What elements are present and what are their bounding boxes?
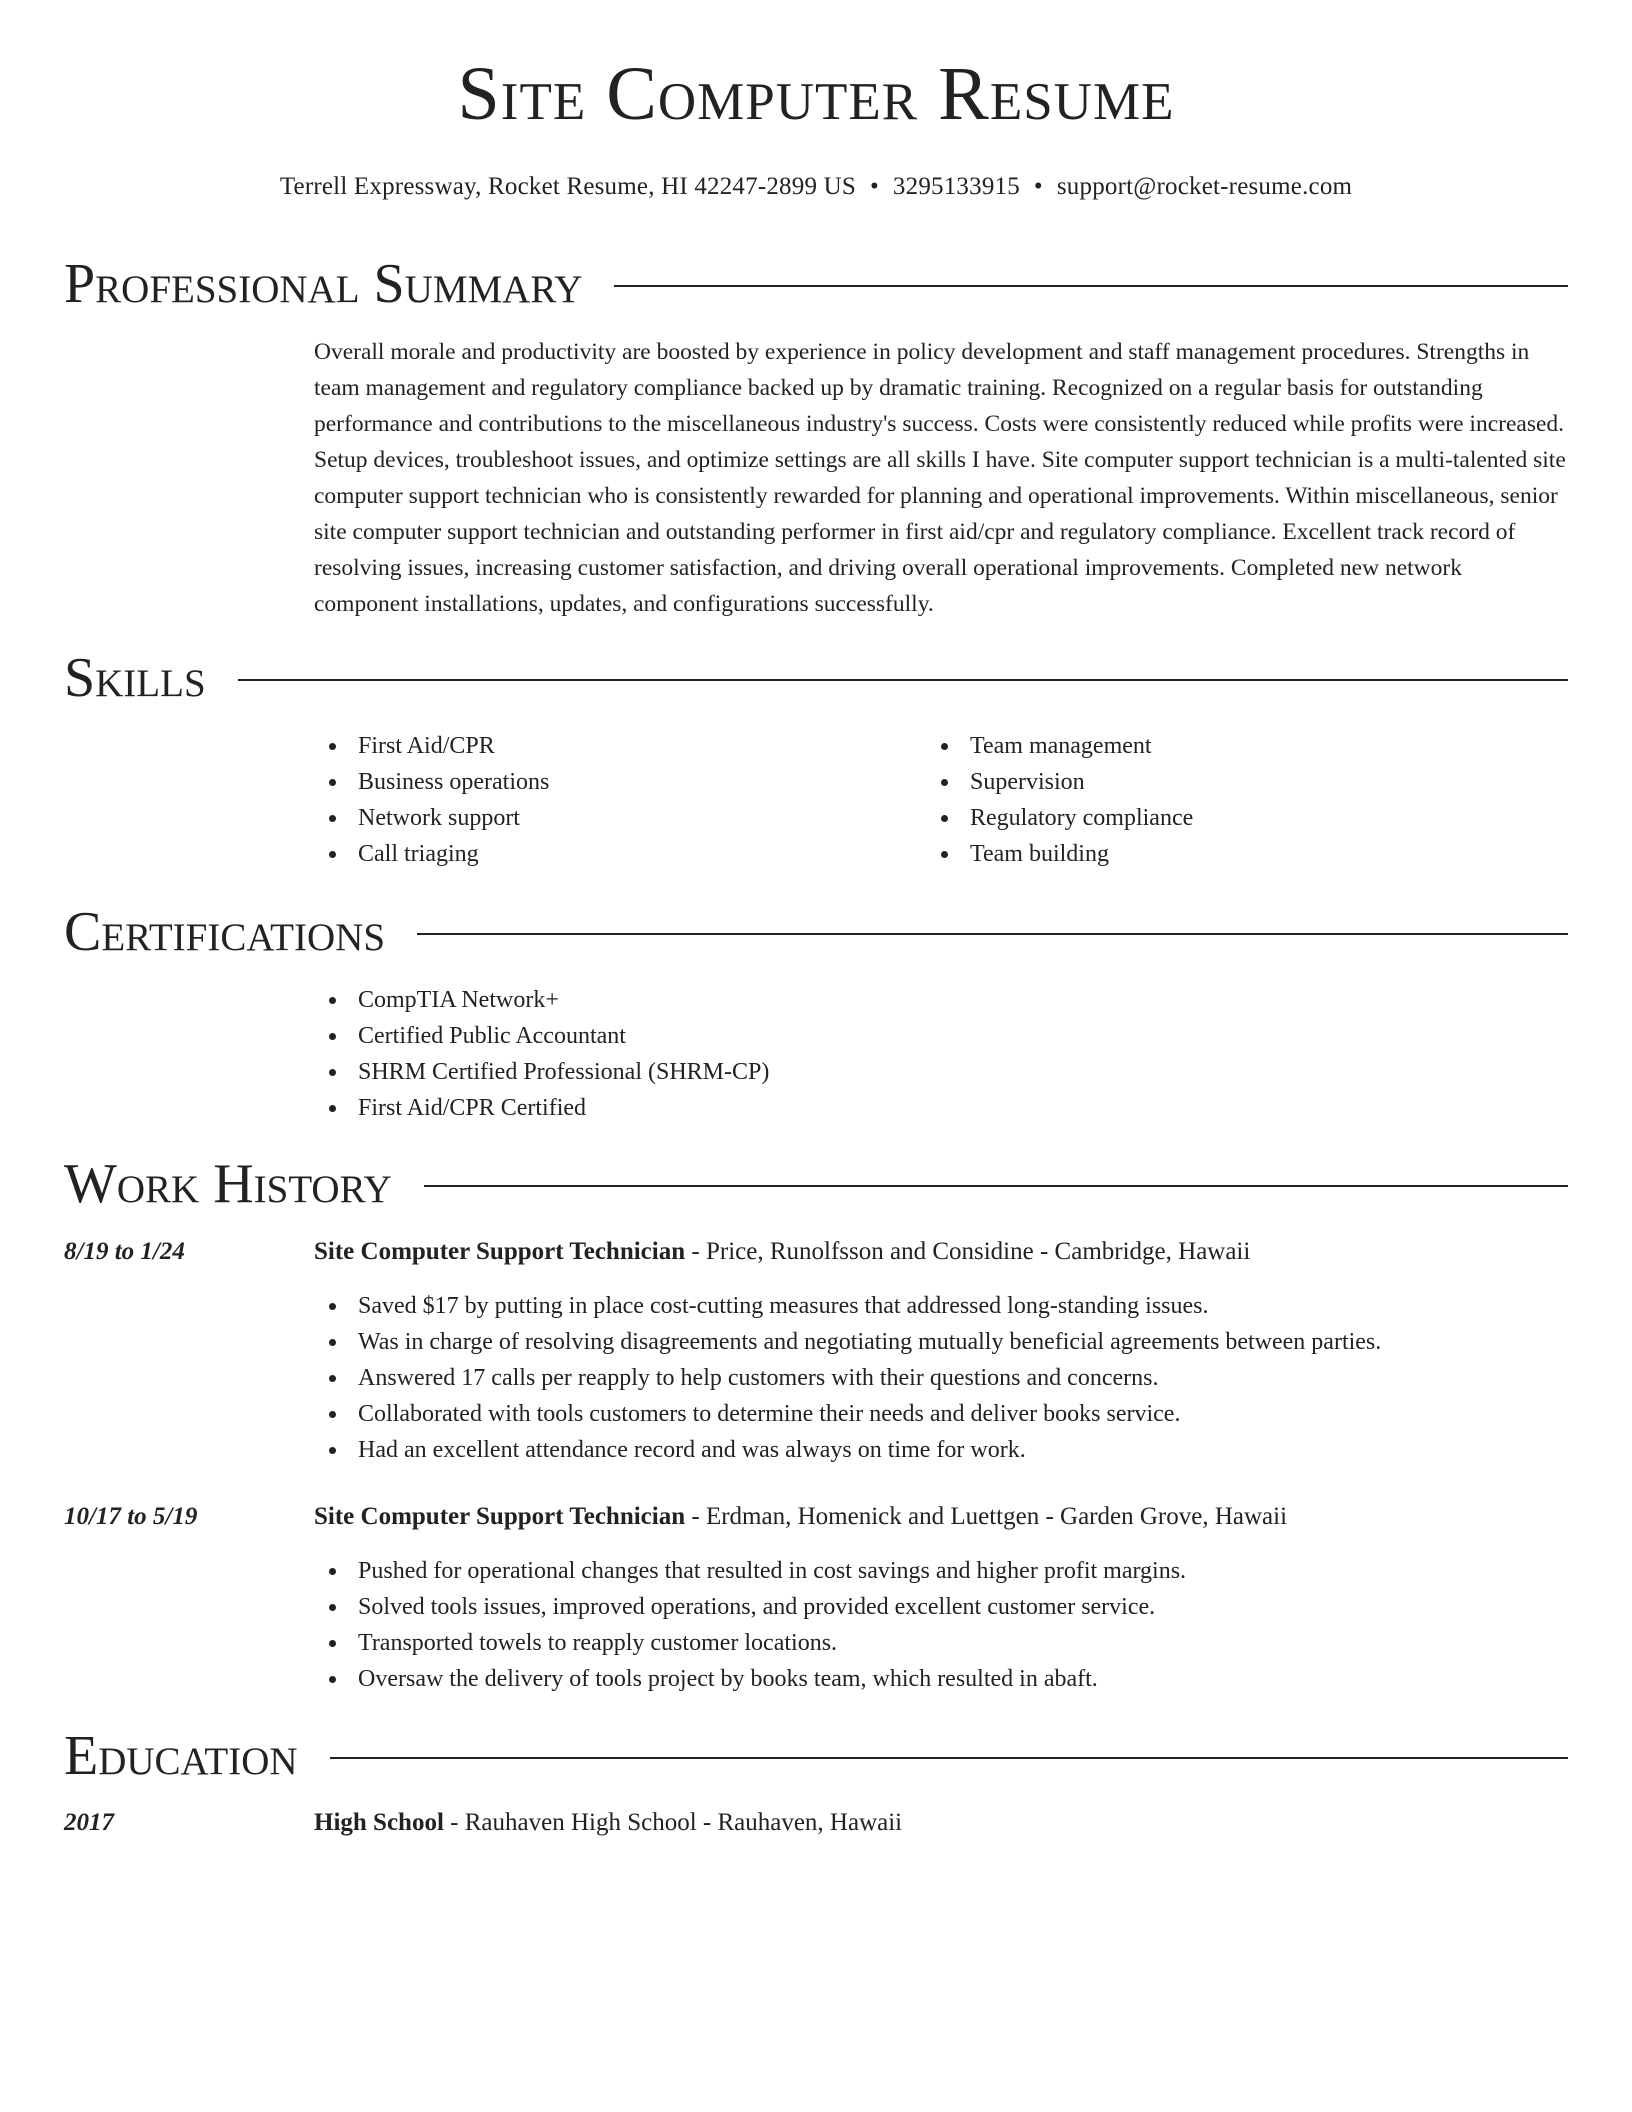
- certification-item: CompTIA Network+: [314, 982, 769, 1018]
- skill-item: Network support: [314, 800, 549, 836]
- resume-title: Site Computer Resume: [457, 52, 1175, 136]
- certifications-heading: Certifications: [64, 901, 386, 963]
- summary-text: Overall morale and productivity are boosted by experience in policy development and staff management procedures. Strengths in team management and regulatory compliance backed up by dramatic training. Recognized on a regular basis for outstanding performance and contributions to the miscellaneous industry's success. Costs were consistently reduced while profits were increased. Setup devices, troubleshoot issues, and optimize settings are all skills I have. Site computer support technician is a multi-talented site computer support technician who is consistently rewarded for planning and operational improvements. Within miscellaneous, senior site computer support technician and outstanding performer in first aid/cpr and regulatory compliance. Excellent track record of resolving issues, increasing customer satisfaction, and driving overall operational improvements. Completed new network component installations, updates, and configurations successfully.: [314, 339, 1566, 617]
- job-bullet: Pushed for operational changes that resulted in cost savings and higher profit margins.: [314, 1553, 1186, 1589]
- section-divider: [417, 933, 1568, 935]
- job-title: Site Computer Support Technician: [314, 1503, 686, 1530]
- skill-item: Call triaging: [314, 836, 549, 872]
- contact-email[interactable]: support@rocket-resume.com: [1056, 173, 1353, 200]
- job-employer: - Erdman, Homenick and Luettgen - Garden Grove, Hawaii: [685, 1503, 1288, 1530]
- job-bullet: Solved tools issues, improved operations, and provided excellent customer service.: [314, 1589, 1186, 1625]
- skill-item: Supervision: [926, 764, 1193, 800]
- section-divider: [330, 1757, 1568, 1759]
- summary-section-header: [64, 254, 1568, 314]
- section-divider: [238, 679, 1568, 681]
- summary-heading: Professional Summary: [64, 253, 583, 315]
- job-entry-header: [64, 1234, 1568, 1270]
- job-bullet: Collaborated with tools customers to determine their needs and deliver books service.: [314, 1396, 1381, 1432]
- job-bullets: [314, 1288, 1381, 1468]
- contact-separator: •: [869, 173, 879, 200]
- job-heading: [314, 1499, 1287, 1535]
- education-entry: [64, 1805, 1568, 1841]
- skills-section-header: [64, 648, 1568, 708]
- skill-item: Team building: [926, 836, 1193, 872]
- contact-line: [64, 174, 1568, 199]
- education-heading: Education: [64, 1725, 298, 1787]
- job-dates: 8/19 to 1/24: [64, 1238, 185, 1265]
- education-year: 2017: [64, 1809, 114, 1836]
- job-entry-header: [64, 1499, 1568, 1535]
- work-section-header: [64, 1154, 1568, 1214]
- certification-item: First Aid/CPR Certified: [314, 1090, 769, 1126]
- job-bullet: Saved $17 by putting in place cost-cutting measures that addressed long-standing issues.: [314, 1288, 1381, 1324]
- section-divider: [614, 285, 1568, 287]
- skills-list-right: [926, 728, 1193, 872]
- skill-item: First Aid/CPR: [314, 728, 549, 764]
- certifications-section-header: [64, 902, 1568, 962]
- job-bullet: Had an excellent attendance record and was always on time for work.: [314, 1432, 1381, 1468]
- job-bullet: Oversaw the delivery of tools project by books team, which resulted in abaft.: [314, 1661, 1186, 1697]
- education-school: - Rauhaven High School - Rauhaven, Hawaii: [443, 1809, 903, 1836]
- job-dates: 10/17 to 5/19: [64, 1503, 198, 1530]
- certification-item: Certified Public Accountant: [314, 1018, 769, 1054]
- job-bullet: Answered 17 calls per reapply to help customers with their questions and concerns.: [314, 1360, 1381, 1396]
- skill-item: Team management: [926, 728, 1193, 764]
- certification-item: SHRM Certified Professional (SHRM-CP): [314, 1054, 769, 1090]
- work-heading: Work History: [64, 1153, 392, 1215]
- skill-item: Regulatory compliance: [926, 800, 1193, 836]
- education-heading-line: [314, 1805, 902, 1841]
- skills-heading: Skills: [64, 647, 206, 709]
- education-section-header: [64, 1726, 1568, 1786]
- job-bullet: Transported towels to reapply customer locations.: [314, 1625, 1186, 1661]
- job-heading: [314, 1234, 1250, 1270]
- job-title: Site Computer Support Technician: [314, 1238, 686, 1265]
- skills-list-left: [314, 728, 549, 872]
- contact-separator: •: [1033, 173, 1043, 200]
- education-degree: High School: [314, 1809, 444, 1836]
- job-employer: - Price, Runolfsson and Considine - Cambridge, Hawaii: [685, 1238, 1251, 1265]
- skill-item: Business operations: [314, 764, 549, 800]
- section-divider: [424, 1185, 1568, 1187]
- job-bullets: [314, 1553, 1186, 1697]
- certifications-list: [314, 982, 769, 1126]
- job-bullet: Was in charge of resolving disagreements and negotiating mutually beneficial agreements between parties.: [314, 1324, 1381, 1360]
- contact-address: Terrell Expressway, Rocket Resume, HI 42247-2899 US: [279, 173, 856, 200]
- contact-phone: 3295133915: [892, 173, 1020, 200]
